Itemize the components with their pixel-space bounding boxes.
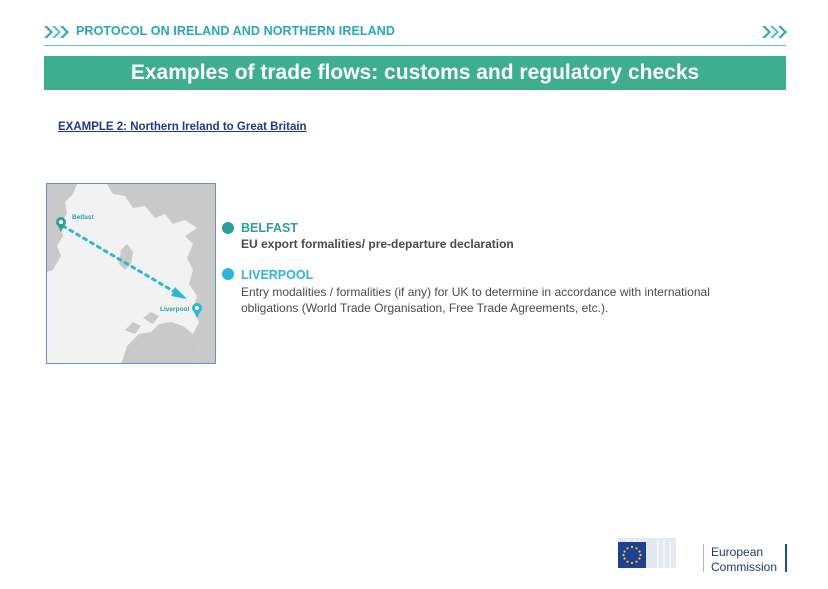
triple-chevron-right-icon bbox=[44, 25, 70, 39]
point-description-liverpool: Entry modalities / formalities (if any) for UK to determine in accordance with international obligations (World Trade Organisation, Free Trade Agreements, etc.). bbox=[241, 285, 710, 315]
bullet-dot-icon bbox=[222, 268, 234, 280]
map-graphic bbox=[47, 184, 216, 364]
organization-name-line2: Commission bbox=[711, 560, 778, 574]
organization-name bbox=[711, 545, 777, 575]
point-description-belfast: EU export formalities/ pre-departure declaration bbox=[241, 237, 514, 251]
european-commission-logo bbox=[618, 528, 676, 572]
title-bar bbox=[44, 56, 786, 90]
bullet-dot-icon bbox=[222, 222, 234, 234]
map-label-destination: Liverpool bbox=[160, 306, 190, 313]
triple-chevron-right-icon bbox=[762, 25, 788, 39]
organization-name-line1: European bbox=[711, 545, 764, 559]
header-divider bbox=[44, 45, 786, 46]
header-title: PROTOCOL ON IRELAND AND NORTHERN IRELAND bbox=[76, 24, 396, 38]
example-label: EXAMPLE 2: Northern Ireland to Great Britain bbox=[58, 121, 307, 133]
point-heading-liverpool: LIVERPOOL bbox=[241, 268, 314, 282]
route-map bbox=[46, 183, 216, 364]
slide-title: Examples of trade flows: customs and regulatory checks bbox=[130, 61, 700, 84]
point-heading-belfast: BELFAST bbox=[241, 221, 298, 235]
logo-accent-bar bbox=[785, 544, 787, 572]
logo-divider bbox=[703, 544, 704, 572]
map-label-origin: Belfast bbox=[72, 214, 94, 221]
